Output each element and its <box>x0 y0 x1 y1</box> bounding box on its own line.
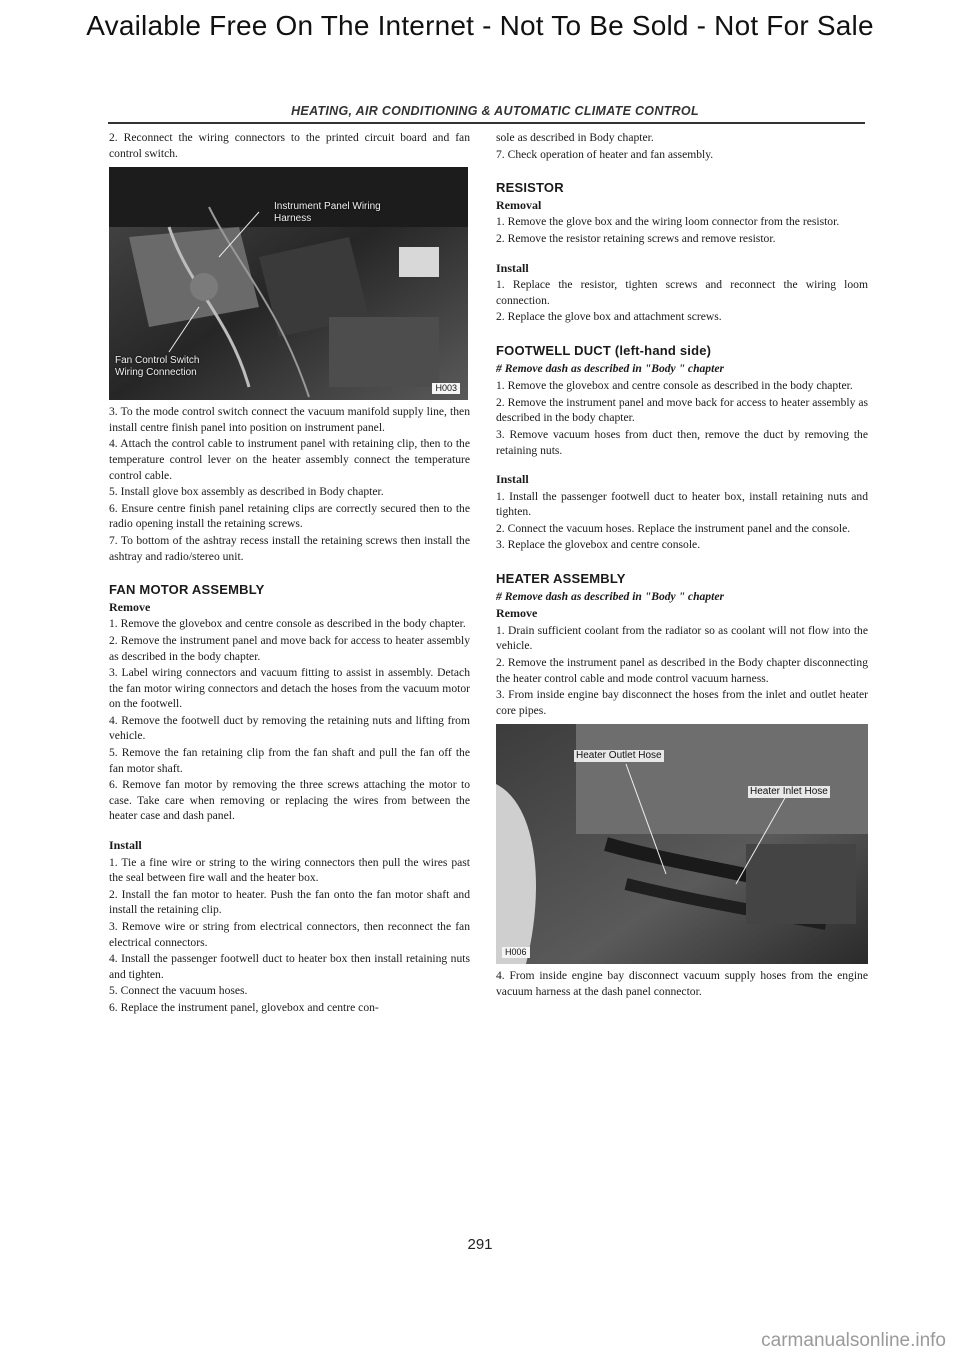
photo-illustration <box>496 724 868 964</box>
left-column <box>109 130 470 1017</box>
photo-code: H006 <box>502 947 530 958</box>
step: 5. Remove the fan retaining clip from the fan shaft and pull the fan off the fan motor shaft. <box>109 746 470 775</box>
paragraph: 3. To the mode control switch connect the vacuum manifold supply line, then install centre finish panel into position on instrument panel. <box>109 405 470 434</box>
step: 3. Replace the glovebox and centre console. <box>496 538 701 552</box>
step: 4. Install the passenger footwell duct to heater box then install retaining nuts and tighten. <box>109 952 470 981</box>
subheading-remove: Remove <box>109 599 151 614</box>
step: 2. Connect the vacuum hoses. Replace the instrument panel and the console. <box>496 521 851 535</box>
step: 2. Remove the instrument panel as described in the Body chapter disconnecting the heater control cable and mode control vacuum harness. <box>496 656 868 685</box>
paragraph: 2. Reconnect the wiring connectors to the printed circuit board and fan control switch. <box>109 131 470 160</box>
step: 2. Remove the resistor retaining screws and remove resistor. <box>496 231 776 245</box>
paragraph: sole as described in Body chapter. <box>496 131 654 144</box>
step: 2. Install the fan motor to heater. Push the fan onto the fan motor shaft and install the retaining clip. <box>109 887 470 917</box>
step: 6. Remove fan motor by removing the three screws attaching the motor to case. Take care when removing or replacing the wires from between the heater case and dash panel. <box>109 778 470 823</box>
step: 1. Remove the glovebox and centre console as described in the body chapter. <box>109 617 466 631</box>
paragraph: 7. To bottom of the ashtray recess install the retaining screws then install the ashtray and radio/stereo unit. <box>109 533 470 563</box>
right-column <box>496 130 868 1001</box>
remove-dash-note: # Remove dash as described in "Body " chapter <box>496 589 724 603</box>
step: 2. Replace the glove box and attachment screws. <box>496 310 722 324</box>
subheading-install: Install <box>109 838 142 853</box>
header-rule <box>108 122 865 124</box>
step: 6. Replace the instrument panel, glovebox and centre con- <box>109 1000 379 1014</box>
step: 1. Replace the resistor, tighten screws and reconnect the wiring loom connection. <box>496 278 868 307</box>
step: 4. From inside engine bay disconnect vacuum supply hoses from the engine vacuum harness at the dash panel connector. <box>496 969 868 998</box>
step: 5. Connect the vacuum hoses. <box>109 984 248 998</box>
subheading-remove: Remove <box>496 606 538 621</box>
subheading-removal: Removal <box>496 197 542 212</box>
step: 4. Remove the footwell duct by removing the retaining nuts and lifting from vehicle. <box>109 713 470 743</box>
photo-code: H003 <box>432 383 460 394</box>
paragraph: 4. Attach the control cable to instrument panel with retaining clip, then to the temperature control lever on the heater assembly connect the temperature control cable. <box>109 437 470 482</box>
section-title-resistor: RESISTOR <box>496 180 564 196</box>
photo-label-inlet-hose: Heater Inlet Hose <box>750 786 828 798</box>
heater-hoses-photo <box>496 724 868 964</box>
free-distribution-banner: Available Free On The Internet - Not To Be Sold - Not For Sale <box>86 10 874 41</box>
step: 1. Install the passenger footwell duct to heater box, install retaining nuts and tighten. <box>496 489 868 519</box>
photo-label-switch-connection: Fan Control Switch Wiring Connection <box>115 355 200 379</box>
page-number: 291 <box>467 1236 493 1253</box>
step: 1. Remove the glove box and the wiring loom connector from the resistor. <box>496 215 840 229</box>
step: 1. Drain sufficient coolant from the radiator so as coolant will not flow into the vehicle. <box>496 623 868 653</box>
step: 2. Remove the instrument panel and move back for access to heater assembly as described in the body chapter. <box>496 395 868 425</box>
subheading-install: Install <box>496 260 529 275</box>
step: 1. Remove the glovebox and centre console as described in the body chapter. <box>496 379 853 393</box>
paragraph: 6. Ensure centre finish panel retaining clips are correctly secured then to the radio opening install the retaining screws. <box>109 501 470 531</box>
fan-control-switch-photo <box>109 167 468 400</box>
paragraph: 5. Install glove box assembly as described in Body chapter. <box>109 485 384 499</box>
step: 3. Remove vacuum hoses from duct then, remove the duct by removing the retaining nuts. <box>496 427 868 457</box>
watermark: carmanualsonline.info <box>761 1330 946 1351</box>
section-title-heater-assembly: HEATER ASSEMBLY <box>496 571 626 587</box>
step: 3. Label wiring connectors and vacuum fitting to assist in assembly. Detach the fan motor wiring connectors and detach the hoses from the vacuum motor on the footwell. <box>109 666 470 711</box>
photo-label-wiring-harness: Instrument Panel Wiring Harness <box>274 201 381 225</box>
remove-dash-note: # Remove dash as described in "Body " chapter <box>496 361 724 375</box>
running-header: HEATING, AIR CONDITIONING & AUTOMATIC CLIMATE CONTROL <box>291 104 699 118</box>
step: 1. Tie a fine wire or string to the wiring connectors then pull the wires past the seal between fire wall and the heater box. <box>109 855 470 885</box>
step: 3. From inside engine bay disconnect the hoses from the inlet and outlet heater core pipes. <box>496 688 868 717</box>
photo-label-outlet-hose: Heater Outlet Hose <box>576 750 662 762</box>
section-title-footwell-duct: FOOTWELL DUCT (left-hand side) <box>496 342 712 358</box>
step: 2. Remove the instrument panel and move back for access to heater assembly as described in the body chapter. <box>109 633 470 663</box>
subheading-install: Install <box>496 472 529 487</box>
paragraph: 7. Check operation of heater and fan assembly. <box>496 147 714 161</box>
section-title-fan-motor: FAN MOTOR ASSEMBLY <box>109 582 265 598</box>
step: 3. Remove wire or string from electrical connectors, then reconnect the fan electrical connectors. <box>109 920 470 949</box>
